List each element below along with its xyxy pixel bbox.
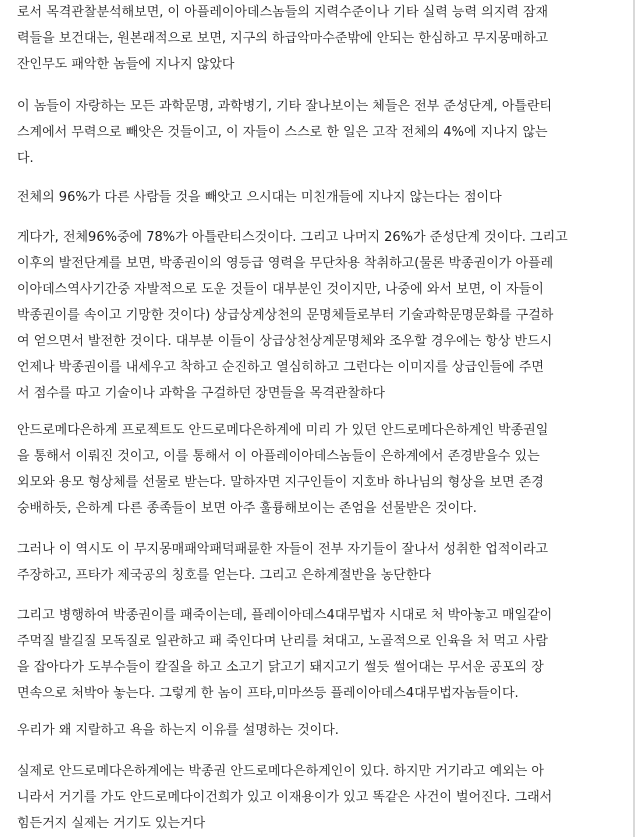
paragraph-3 (17, 185, 618, 211)
text-line: 그리고 병행하여 박종권이를 패죽이는데, 플레이아데스4대무법자 시대로 처 박아놓고 매일같이 (17, 608, 553, 623)
text-line: 이아데스역사기간중 자발적으로 도운 것들이 대부분인 것이지만, 나중에 와서 보면, 이 자들이 (17, 282, 544, 297)
paragraph-6 (17, 537, 618, 589)
text-line: 숭배하듯, 은하계 다른 종족들이 보면 아주 훌륭해보이는 존엄을 선물받은 것이다. (17, 501, 477, 516)
text-line: 힘든거지 실제는 거기도 있는거다 (17, 816, 206, 831)
text-line: 다. (17, 151, 34, 166)
text-line: 주장하고, 프타가 제국공의 칭호를 얻는다. 그리고 은하계절반을 농단한다 (17, 568, 431, 583)
text-line: 이후의 발전단계를 보면, 박종권이의 영등급 영력을 무단차용 착취하고(물론 박종권이가 아플레 (17, 256, 554, 271)
text-line: 외모와 용모 형상체를 선물로 받는다. 말하자면 지구인들이 지호바 하나님의 형상을 보면 존경 (17, 475, 544, 490)
paragraph-7 (17, 603, 618, 707)
text-line: 잔인무도 패악한 놈들에 지나지 않았다 (17, 57, 235, 72)
text-line: 면속으로 처박아 놓는다. 그렇게 한 놈이 프타,미마쓰등 플레이아데스4대무법자놈들이다. (17, 686, 519, 701)
text-line: 우리가 왜 지랄하고 욕을 하는지 이유를 설명하는 것이다. (17, 723, 339, 738)
text-line: 니라서 거기를 가도 안드로메다이건희가 있고 이재용이가 있고 똑같은 사건이 벌어진다. 그래서 (17, 790, 553, 805)
paragraph-5 (17, 418, 618, 522)
text-line: 로서 목격관찰분석해보면, 이 아플레이아데스놈들의 지력수준이나 기타 실력 능력 의지력 잠재 (17, 5, 549, 20)
text-line: 여 얻으면서 발전한 것이다. 대부분 이들이 상급상천상계문명체와 조우할 경우에는 항상 반드시 (17, 334, 553, 349)
text-line: 언제나 박종권이를 내세우고 착하고 순진하고 열심히하고 그런다는 이미지를 상급인들에 주면 (17, 360, 544, 375)
paragraph-9 (17, 759, 618, 837)
text-line: 그러나 이 역시도 이 무지몽매패악패덕패륜한 자들이 전부 자기들이 잘나서 성취한 업적이라고 (17, 542, 549, 557)
text-line: 스계에서 무력으로 빼앗은 것들이고, 이 자들이 스스로 한 일은 고작 전체의 4%에 지나지 않는 (17, 125, 548, 140)
text-line: 박종권이를 속이고 기망한 것이다) 상급상계상천의 문명체들로부터 기술과학문명문화를 구걸하 (17, 308, 554, 323)
text-line: 안드로메다은하계 프로젝트도 안드로메다은하계에 미리 가 있던 안드로메다은하계인 박종권일 (17, 423, 549, 438)
text-line: 실제로 안드로메다은하계에는 박종권 안드로메다은하계인이 있다. 하지만 거기라고 예외는 아 (17, 764, 544, 779)
text-line: 게다가, 전체96%중에 78%가 아틀란티스것이다. 그리고 나머지 26%가 준성단계 것이다. 그리고 (17, 230, 568, 245)
paragraph-2 (17, 94, 618, 172)
text-line: 서 점수를 따고 기술이나 과학을 구걸하던 장면들을 목격관찰하다 (17, 386, 385, 401)
text-line: 력들을 보건대는, 원본래적으로 보면, 지구의 하급악마수준밖에 안되는 한심하고 무지몽매하고 (17, 31, 549, 46)
text-line: 을 잡아다가 도부수들이 칼질을 하고 소고기 닭고기 돼지고기 썰듯 썰어대는 무서운 공포의 장 (17, 660, 544, 675)
text-line: 주먹질 발길질 모독질로 일관하고 패 죽인다며 난리를 쳐대고, 노골적으로 인육을 처 먹고 사람 (17, 634, 548, 649)
text-line: 이 놈들이 자랑하는 모든 과학문명, 과학병기, 기타 잘나보이는 체들은 전부 준성단계, 아틀란티 (17, 99, 553, 114)
paragraph-1 (17, 0, 618, 78)
paragraph-8 (17, 718, 618, 744)
text-line: 을 통해서 이뤄진 것이고, 이를 통해서 이 아플레이아데스놈들이 은하계에서 존경받을수 있는 (17, 449, 540, 464)
paragraph-4 (17, 225, 618, 407)
text-line: 전체의 96%가 다른 사람들 것을 빼앗고 으시대는 미친개들에 지나지 않는다는 점이다 (17, 190, 502, 205)
